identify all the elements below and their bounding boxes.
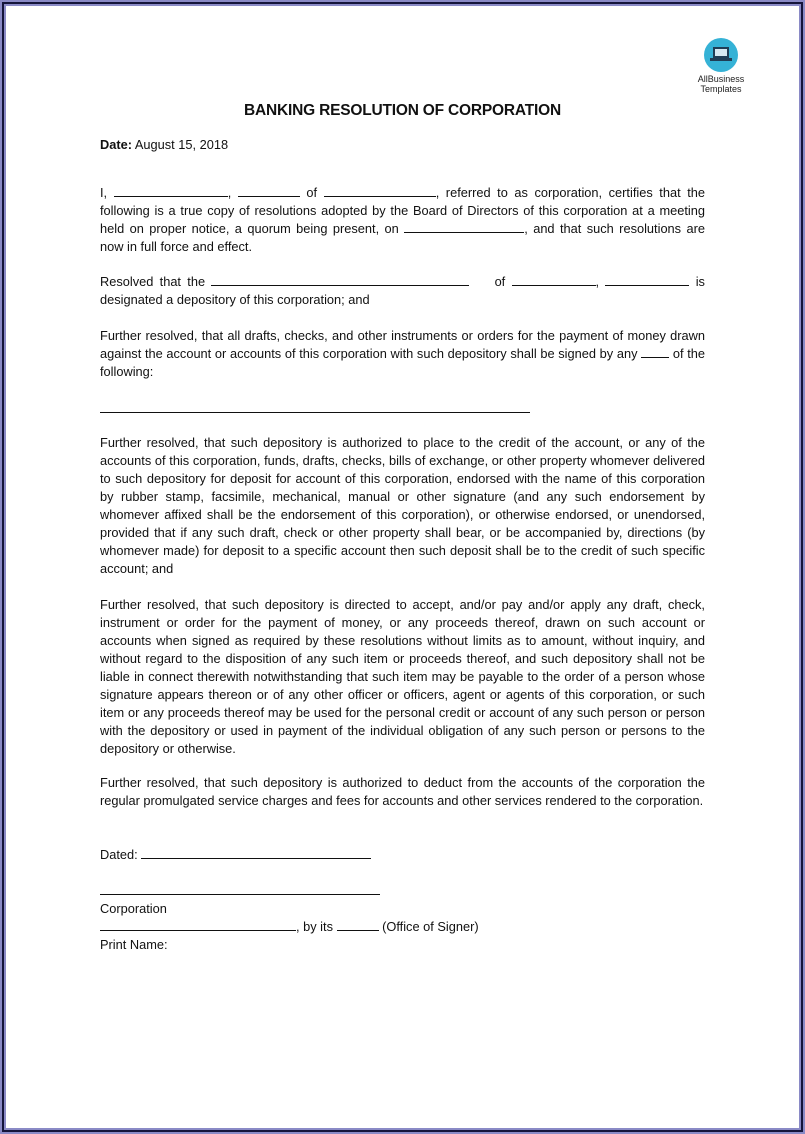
blank-meeting-date[interactable]: [404, 220, 524, 233]
blank-dated[interactable]: [141, 846, 371, 859]
dated-label: Dated:: [100, 847, 138, 862]
blank-signer-name[interactable]: [114, 184, 228, 197]
blank-bank-state[interactable]: [605, 273, 689, 286]
dated-field: [100, 846, 705, 864]
signatories-line[interactable]: [100, 400, 705, 418]
signature-block: Corporation , by its (Office of Signer) Print Name:: [100, 882, 705, 954]
document-date: [100, 136, 705, 154]
blank-bank-name[interactable]: [211, 273, 469, 286]
date-value: August 15, 2018: [134, 137, 229, 152]
blank-signer-count[interactable]: [641, 345, 669, 358]
blank-signer-signature[interactable]: [100, 918, 296, 931]
paragraph-deposit-authorization: Further resolved, that such depository is authorized to place to the credit of the account, or any of the accounts of this corporation, funds, drafts, checks, bills of exchange, or other property whomever delivered to such depository for deposit for account of this corporation, endorsed with the name of this corporation by rubber stamp, facsimile, mechanical, manual or other signature (and any such endorsement by whomever affixed shall be the endorsement of this corporation), or otherwise endorsed, or unendorsed, provided that if any such draft, check or other property shall bear, or be accompanied by, directions (by whomever made) for deposit to a specific account then such deposit shall be to the credit of such specific account; and: [100, 435, 705, 576]
blank-signatories[interactable]: [100, 400, 530, 413]
print-name-label: Print Name:: [100, 937, 168, 952]
paragraph-certification: I, , of , referred to as corporation, certifies that the following is a true copy of resolutions adopted by the Board of Directors of this corporation at a meeting held on proper notice, a quorum being present, on , and that such resolutions are now in full force and effect.: [100, 185, 706, 254]
laptop-icon: [704, 38, 738, 72]
date-label: Date:: [100, 137, 132, 152]
document-title: BANKING RESOLUTION OF CORPORATION: [244, 102, 561, 119]
corporation-label: Corporation: [100, 901, 167, 916]
blank-signer-title[interactable]: [238, 184, 300, 197]
paragraph-service-charges: Further resolved, that such depository is authorized to deduct from the accounts of the corporation the regular promulgated service charges and fees for accounts and other services rendered to the corporation.: [100, 775, 705, 808]
blank-bank-city[interactable]: [512, 273, 596, 286]
blank-corporation-name[interactable]: [324, 184, 436, 197]
blank-corporation-signature[interactable]: [100, 882, 380, 895]
paragraph-payment-authorization: Further resolved, that such depository is directed to accept, and/or pay and/or apply any draft, check, instrument or order for the payment of money, or any proceeds thereof, drawn on such account or accounts when signed as required by these resolutions without limits as to amount, without inquiry, and without regard to the disposition of any such item or proceeds thereof, and such depository shall not be liable in connect therewith notwithstanding that such item may be payable to the order of a person whose signature appears thereon or of any other officer or officers, agent or agents of this corporation, or such item or any proceeds thereof may be used for the personal credit or account of any such person or person with the depository or used in payment of the individual obligation of any such person or persons to the depository or otherwise.: [100, 597, 705, 756]
brand-name: AllBusiness Templates: [697, 74, 745, 94]
brand-logo: [690, 38, 752, 94]
blank-office-of-signer[interactable]: [337, 918, 379, 931]
paragraph-signatories: Further resolved, that all drafts, checks, and other instruments or orders for the payment of money drawn against the account or accounts of this corporation with such depository shall be signed by any of the following:: [100, 328, 705, 379]
paragraph-depository: Resolved that the of , is designated a depository of this corporation; and: [100, 274, 705, 307]
